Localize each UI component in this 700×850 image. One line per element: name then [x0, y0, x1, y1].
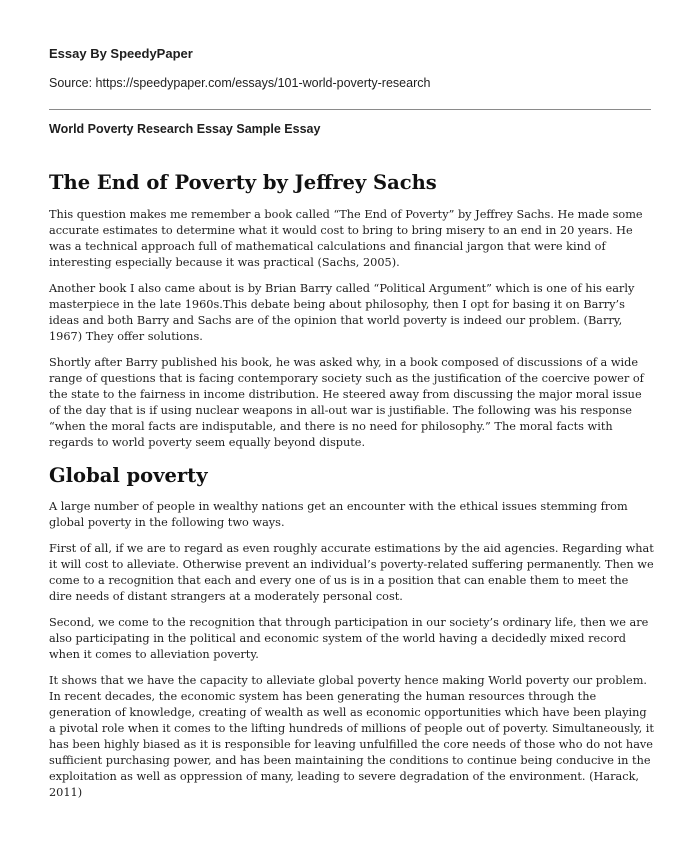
paragraph: Second, we come to the recognition that through participation in our society’s ordinary life, then we are also participating in the political and economic system of the world having a decidedly mixed record when it comes to alleviation poverty.: [49, 616, 649, 661]
paragraph: This question makes me remember a book called “The End of Poverty” by Jeffrey Sachs. He made some accurate estimates to determine what it would cost to bring to bring misery to an end in 20 years. He was a technical approach full of mathematical calculations and financial jargon that were kind of interesting especially because it was practical (Sachs, 2005).: [49, 208, 643, 269]
paragraph: First of all, if we are to regard as even roughly accurate estimations by the aid agencies. Regarding what it will cost to alleviate. Otherwise prevent an individual’s poverty-related suffering permanently. Then we come to a recognition that each and every one of us is in a position that can enable them to meet the dire needs of distant strangers at a moderately personal cost.: [49, 542, 654, 603]
paragraph: Another book I also came about is by Brian Barry called “Political Argument” which is one of his early masterpiece in the late 1960s.This debate being about philosophy, then I opt for basing it on Barry’s ideas and both Barry and Sachs are of the opinion that world poverty is indeed our problem. (Barry, 1967) They offer solutions.: [49, 282, 635, 343]
paragraph: Shortly after Barry published his book, he was asked why, in a book composed of discussions of a wide range of questions that is facing contemporary society such as the justification of the coercive power of the state to the fairness in income distribution. He steered away from discussing the major moral issue of the day that is if using nuclear weapons in all-out war is justifiable. The following was his response “when the moral facts are indisputable, and there is no need for philosophy.” The moral facts with regards to world poverty seem equally beyond dispute.: [49, 356, 644, 449]
article-title: The End of Poverty by Jeffrey Sachs: [49, 171, 437, 194]
header-divider: [49, 109, 651, 110]
paragraph: It shows that we have the capacity to alleviate global poverty hence making World poverty our problem. In recent decades, the economic system has been generating the human resources through the generation of knowledge, creating of wealth as well as economic opportunities which have been playing a pivotal role when it comes to the lifting hundreds of millions of people out of poverty. Simultaneously, it has been highly biased as it is responsible for leaving unfulfilled the core needs of those who do not have sufficient purchasing power, and has been maintaining the conditions to continue being conducive in the exploitation as well as oppression of many, leading to severe degradation of the environment. (Harack, 2011): [49, 674, 654, 799]
section-heading: Global poverty: [49, 464, 208, 487]
source-line: Source: https://speedypaper.com/essays/101-world-poverty-research: [49, 76, 431, 90]
article-body: [49, 168, 654, 811]
brand-title: Essay By SpeedyPaper: [49, 46, 193, 61]
paragraph: A large number of people in wealthy nations get an encounter with the ethical issues stemming from global poverty in the following two ways.: [49, 500, 628, 529]
essay-label: World Poverty Research Essay Sample Essay: [49, 122, 321, 136]
